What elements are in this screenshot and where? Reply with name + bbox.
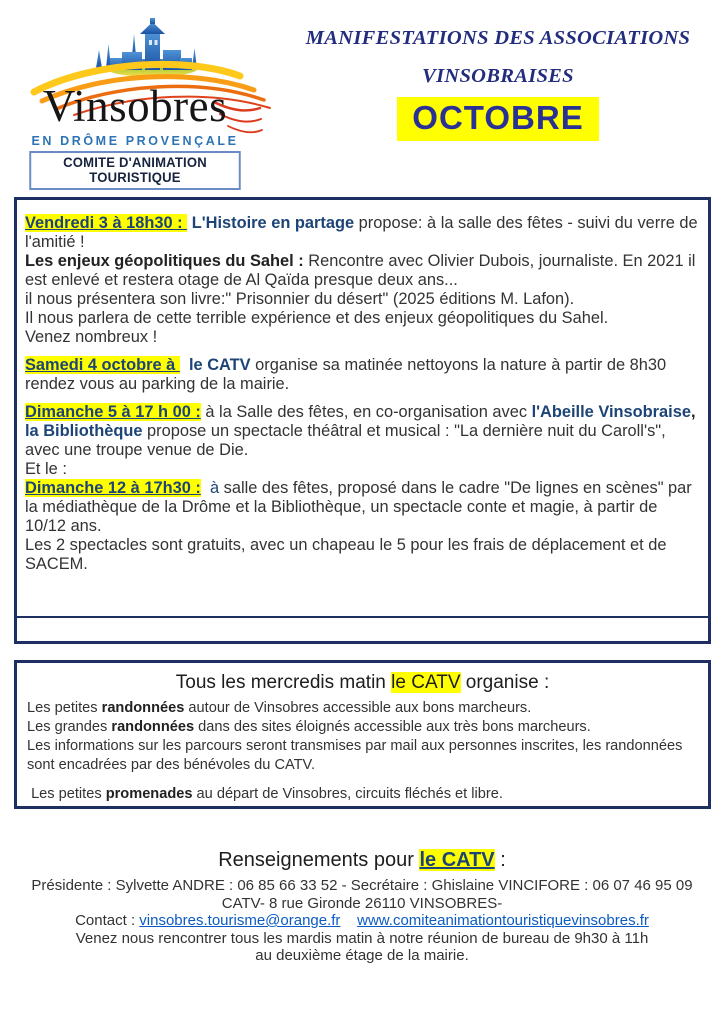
text-segment: organise :	[460, 672, 550, 693]
text-segment: au départ de Vinsobres, circuits fléchés et libre.	[192, 786, 503, 802]
text-segment: CATV- 8 rue Gironde 26110 VINSOBRES-	[221, 894, 503, 912]
text-segment: organise sa matinée nettoyons la nature à partir de 8h30 rendez vous au parking de la mairie.	[25, 356, 671, 393]
text-segment: propose un spectacle théâtral et musical : "La dernière nuit du Caroll's", avec une troupe venue de Die.	[25, 422, 671, 459]
page-title-line2: VINSOBRAISES	[422, 65, 574, 87]
blank-line	[25, 394, 700, 403]
text-segment: randonnées	[111, 719, 195, 735]
event-sahel-talk	[25, 309, 700, 328]
text-segment: au deuxième étage de la mairie.	[255, 947, 469, 964]
page-title-line1: MANIFESTATIONS DES ASSOCIATIONS	[305, 27, 691, 49]
text-segment: Présidente : Sylvette ANDRE : 06 85 66 33 52 - Secrétaire : Ghislaine VINCIFORE : 06 07 46 95 09	[31, 877, 693, 894]
text-segment: le CATV	[419, 849, 495, 871]
empty-bottom-strip	[17, 616, 708, 641]
text-segment: salle des fêtes, proposé dans le cadre "De lignes en scènes" par la médiathèque de la Drôme et la Bibliothèque, un spectacle conte et magie, à partir de 10/12 ans.	[25, 479, 697, 535]
text-segment: propose: à la salle des fêtes - suivi du verre de l'amitié !	[25, 214, 703, 251]
website-link[interactable]: www.comiteanimationtouristiquevinsobres.fr	[357, 912, 649, 929]
event-vendredi-3	[25, 214, 703, 252]
text-segment: promenades	[105, 786, 193, 802]
event-venez-nombreux	[25, 328, 700, 347]
text-segment: Les enjeux géopolitiques du Sahel :	[25, 252, 309, 270]
text-segment: Contact :	[75, 912, 140, 929]
text-segment: Samedi 4 octobre à	[25, 356, 180, 374]
text-segment: Renseignements pour	[218, 849, 420, 871]
text-segment: Vendredi 3 à 18h30 :	[25, 214, 188, 232]
contact-line-presidente	[0, 877, 724, 895]
text-segment: il nous présentera son livre:" Prisonnier du désert" (2025 éditions M. Lafon).	[25, 290, 575, 308]
text-segment: l'Abeille Vinsobraise	[531, 403, 691, 421]
text-segment: Il nous parlera de cette terrible expérience et des enjeux géopolitiques du Sahel.	[25, 309, 609, 327]
text-segment: Tous les mercredis matin	[175, 672, 392, 693]
text-segment: randonnées	[101, 700, 185, 716]
text-segment: à	[209, 479, 220, 497]
blank-line	[25, 347, 700, 356]
event-sahel-book	[25, 290, 700, 309]
blank-line	[27, 775, 698, 785]
text-segment: Les 2 spectacles sont gratuits, avec un chapeau le 5 pour les frais de déplacement et de SACEM.	[25, 536, 672, 573]
text-segment: Venez nous rencontrer tous les mardis matin à notre réunion de bureau de 9h30 à 11h	[75, 929, 649, 947]
text-segment: Dimanche 5 à 17 h 00 :	[25, 403, 201, 421]
text-segment: Les petites	[27, 700, 102, 716]
email-link[interactable]: vinsobres.tourisme@orange.fr	[139, 912, 341, 929]
logo-committee-text: COMITE D'ANIMATION TOURISTIQUE	[29, 151, 240, 190]
text-segment	[180, 356, 189, 374]
text-segment: Les petites	[27, 786, 106, 802]
text-segment: L'Histoire en partage	[191, 214, 355, 232]
text-segment: Venez nombreux !	[25, 328, 158, 346]
event-dimanche-12	[25, 479, 700, 536]
text-segment: Et le :	[25, 460, 67, 478]
weekly-heading	[27, 672, 698, 694]
text-segment: à la Salle des fêtes, en co-organisation avec	[200, 403, 532, 421]
contact-line-address	[0, 895, 724, 913]
text-segment: Dimanche 12 à 17h30 :	[25, 479, 201, 497]
event-samedi-4	[25, 356, 700, 394]
text-segment: Les grandes	[27, 719, 112, 735]
text-segment	[340, 912, 357, 929]
contact-line-meeting	[0, 930, 724, 948]
text-segment: Rencontre avec Olivier Dubois, journaliste. En 2021 il est enlevé et restera otage de Al Qaïda presque deux ans...	[25, 252, 701, 289]
events-box	[14, 197, 711, 644]
contact-line-meeting-place	[0, 947, 724, 965]
text-segment: la Bibliothèque	[25, 422, 143, 440]
text-segment	[201, 479, 210, 497]
text-segment: dans des sites éloignés accessible aux très bons marcheurs.	[194, 719, 591, 735]
title-block	[283, 27, 713, 141]
event-sahel-intro	[25, 252, 700, 290]
text-segment: :	[494, 849, 506, 871]
contact-heading	[0, 849, 724, 872]
vinsobres-logo	[26, 18, 278, 190]
text-segment: le CATV	[391, 672, 461, 693]
event-dimanche-5	[25, 403, 700, 460]
event-et-le	[25, 460, 700, 479]
logo-wordmark: Vinsobres	[42, 81, 228, 131]
weekly-line-petites-randonnees	[27, 699, 698, 718]
logo-region-text: EN DRÔME PROVENÇALE	[31, 134, 239, 148]
contact-line-links	[0, 912, 724, 930]
weekly-activities-box	[14, 660, 711, 809]
text-segment: ,	[690, 403, 701, 421]
text-segment: Les informations sur les parcours seront transmises par mail aux personnes inscrites, les randonnées sont encadrées par des bénévoles du CATV.	[27, 738, 687, 773]
logo-committee-box	[26, 151, 244, 190]
text-segment: autour de Vinsobres accessible aux bons marcheurs.	[184, 700, 532, 716]
weekly-line-grandes-randonnees	[27, 718, 698, 737]
month-badge: OCTOBRE	[397, 97, 598, 141]
event-gratuits-note	[25, 536, 700, 574]
weekly-line-informations	[27, 737, 698, 775]
weekly-line-promenades	[27, 785, 698, 804]
text-segment: le CATV	[188, 356, 251, 374]
contact-section	[0, 849, 724, 965]
